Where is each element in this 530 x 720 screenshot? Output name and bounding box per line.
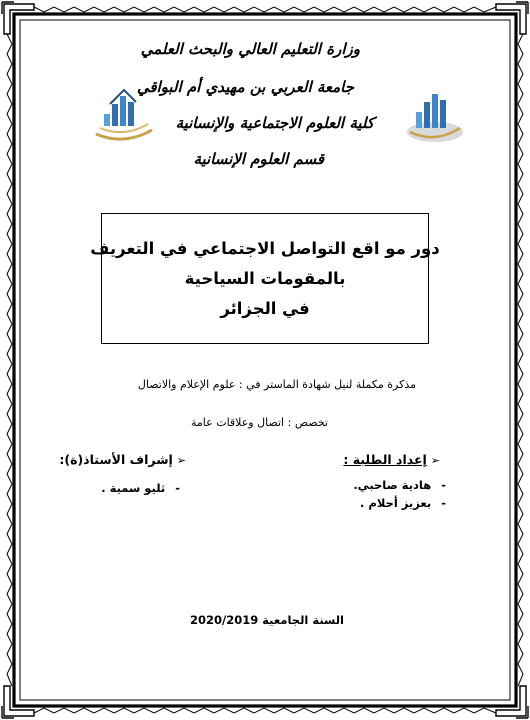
department-name: قسم العلوم الإنسانية <box>193 150 324 168</box>
corner-ornament-top-right <box>496 2 528 34</box>
chevron-left-icon: ➢ <box>176 454 186 467</box>
border-zigzag-top <box>34 7 496 12</box>
thesis-note: مذكرة مكملة لنيل شهادة الماستر في : علوم الإعلام والاتصال <box>137 378 416 391</box>
university-name: جامعة العربي بن مهيدي أم البواقي <box>136 78 354 96</box>
faculty-name: كلية العلوم الاجتماعية والإنسانية <box>175 114 374 132</box>
corner-ornament-bottom-right <box>496 686 528 718</box>
thesis-title-line-2: بالمقومات السياحية <box>184 268 346 288</box>
supervisor-heading <box>59 452 186 467</box>
border-zigzag-right <box>518 34 523 686</box>
student-name-1 <box>353 478 446 492</box>
list-dash: - <box>441 478 446 492</box>
supervisor-heading-text: إشراف الأستاذ(ة): <box>59 452 173 467</box>
thesis-title-line-3: في الجزائر <box>220 298 310 318</box>
chevron-left-icon: ➢ <box>430 454 440 467</box>
border-zigzag-left <box>7 34 12 686</box>
thesis-title-line-1: دور مو اقع التواصل الاجتماعي في التعريف <box>90 238 440 258</box>
student-name-1-text: هادية صاحبي. <box>353 478 432 492</box>
list-dash: - <box>441 496 446 510</box>
university-logo-right <box>404 88 466 146</box>
ministry-name: وزارة التعليم العالي والبحث العلمي <box>140 40 360 58</box>
supervisor-name-text: ثليو سمية . <box>101 481 166 495</box>
thesis-title-box <box>90 213 440 344</box>
students-heading <box>343 452 440 467</box>
university-logo-left <box>90 84 158 148</box>
list-dash: - <box>175 481 180 495</box>
students-heading-text: إعداد الطلبة : <box>343 452 427 467</box>
student-name-2-text: بعزيز أحلام . <box>360 496 432 510</box>
corner-ornament-bottom-left <box>2 686 34 718</box>
student-name-2 <box>360 496 446 510</box>
supervisor-name <box>101 481 180 495</box>
border-zigzag-bottom <box>34 708 496 713</box>
corner-ornament-top-left <box>2 2 34 34</box>
academic-year: السنة الجامعية 2020/2019 <box>189 613 344 627</box>
specialty: تخصص : اتصال وعلاقات عامة <box>191 416 328 429</box>
